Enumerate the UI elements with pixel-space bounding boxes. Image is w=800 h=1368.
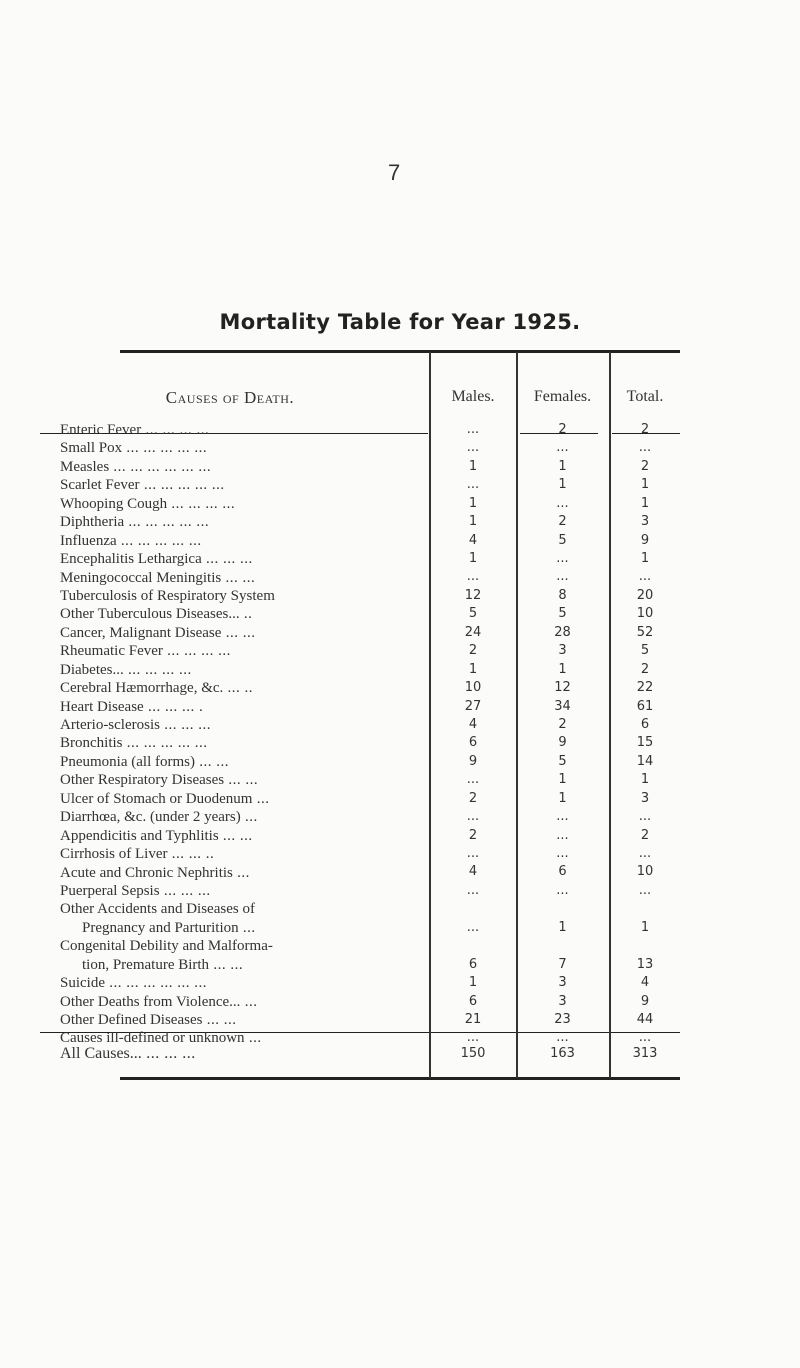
cause-label: Congenital Debility and Malforma- tion, Premature Birth ... ... <box>60 938 273 973</box>
cause-label: Other Accidents and Diseases of Pregnancy and Parturition ... <box>60 901 256 936</box>
cell-females: 1 <box>558 477 567 493</box>
cell-females: 1 <box>558 458 567 474</box>
cell-total: 2 <box>640 827 650 843</box>
cell-total: ... <box>638 882 652 898</box>
cell-females: 5 <box>558 532 567 548</box>
cell-males: ... <box>466 421 480 437</box>
table-row <box>0 790 800 808</box>
cell-males: 6 <box>468 956 478 972</box>
cell-females: ... <box>556 882 569 898</box>
cell-males: 2 <box>468 790 478 806</box>
cell-total: 2 <box>640 421 650 437</box>
cause-label: Encephalitis Lethargica ... ... ... <box>60 551 253 568</box>
cause-label: Appendicitis and Typhlitis ... ... <box>60 827 253 844</box>
cell-females: 34 <box>554 698 571 714</box>
table-row <box>0 827 800 845</box>
page-title: Mortality Table for Year 1925. <box>219 310 581 334</box>
cause-label: Rheumatic Fever ... ... ... ... <box>60 643 231 660</box>
cell-total: ... <box>638 569 652 585</box>
table-row <box>0 845 800 863</box>
cell-females: 2 <box>558 514 567 530</box>
cell-total: 10 <box>636 606 654 622</box>
cell-females: 7 <box>558 956 567 972</box>
cell-males: 21 <box>464 1012 482 1028</box>
table-row <box>0 864 800 882</box>
cause-label: Cirrhosis of Liver ... ... .. <box>60 846 215 863</box>
cell-males: 1 <box>468 495 478 511</box>
cell-females: 1 <box>558 790 567 806</box>
cell-females: 12 <box>554 680 571 696</box>
table-row <box>0 1011 800 1029</box>
table-row <box>0 458 800 476</box>
cell-females: 8 <box>558 587 567 603</box>
cell-females: 28 <box>554 624 571 640</box>
cell-total: 22 <box>636 680 654 696</box>
cell-total: 1 <box>640 551 650 567</box>
cell-females: ... <box>556 569 569 585</box>
cell-males: 9 <box>468 753 478 769</box>
cell-females: 3 <box>558 975 567 991</box>
cell-males: 27 <box>464 698 482 714</box>
cause-label: Whooping Cough ... ... ... ... <box>60 495 236 512</box>
cause-label: Small Pox ... ... ... ... ... <box>60 440 208 457</box>
cause-label: Other Defined Diseases ... ... <box>60 1012 237 1029</box>
cell-total: ... <box>638 809 652 825</box>
cell-females: 3 <box>558 993 567 1009</box>
cell-total: 20 <box>636 587 654 603</box>
table-row <box>0 974 800 992</box>
cell-total: 4 <box>640 975 650 991</box>
table-row <box>0 569 800 587</box>
cause-label: Cerebral Hæmorrhage, &c. ... .. <box>60 680 254 697</box>
cause-label: Influenza ... ... ... ... ... <box>60 532 202 549</box>
cause-label: Meningococcal Meningitis ... ... <box>60 569 256 586</box>
cell-males: 6 <box>468 993 478 1009</box>
table-row <box>0 734 800 752</box>
cell-males: 6 <box>468 735 478 751</box>
cell-total: ... <box>638 440 652 456</box>
cell-females: 3 <box>558 643 567 659</box>
cell-females: ... <box>556 846 569 862</box>
cell-males: 24 <box>464 624 482 640</box>
cell-females: ... <box>556 440 569 456</box>
cell-females: ... <box>556 1030 569 1046</box>
cell-females: 5 <box>558 753 567 769</box>
cell-males: 1 <box>468 514 478 530</box>
totals-females: 163 <box>550 1046 575 1061</box>
cell-total: 2 <box>640 661 650 677</box>
cause-label: Measles ... ... ... ... ... ... <box>60 458 212 475</box>
cell-females: ... <box>556 551 569 567</box>
cause-label: Tuberculosis of Respiratory System <box>60 587 275 604</box>
cell-females: 2 <box>558 716 567 732</box>
cell-total: 6 <box>640 716 650 732</box>
cell-males: 1 <box>468 975 478 991</box>
table-row <box>0 993 800 1011</box>
cell-females: ... <box>556 827 569 843</box>
cause-label: Diabetes... ... ... ... ... <box>60 661 192 678</box>
cause-label: Pneumonia (all forms) ... ... <box>60 753 229 770</box>
cell-males: ... <box>466 846 480 862</box>
cell-total: 61 <box>636 698 654 714</box>
cause-label: Diphtheria ... ... ... ... ... <box>60 514 210 531</box>
cell-females: 1 <box>558 661 567 677</box>
cause-label: Arterio-sclerosis ... ... ... <box>60 717 211 733</box>
cell-total: 3 <box>640 514 650 530</box>
cause-label: Puerperal Sepsis ... ... ... <box>60 882 211 899</box>
cell-females: 1 <box>558 919 567 935</box>
table-row <box>0 476 800 494</box>
table-row <box>0 716 800 734</box>
table-row <box>0 679 800 697</box>
cell-total: 3 <box>640 790 650 806</box>
cause-label: Heart Disease ... ... ... . <box>60 698 204 715</box>
cell-males: 5 <box>468 606 478 622</box>
cell-total: 9 <box>640 993 650 1009</box>
cell-total: 1 <box>640 919 650 935</box>
totals-row <box>0 1043 800 1065</box>
cell-females: 9 <box>558 735 567 751</box>
cause-label: Bronchitis ... ... ... ... ... <box>60 735 208 752</box>
cell-males: ... <box>466 569 480 585</box>
cell-males: 4 <box>468 864 478 880</box>
table-body <box>0 421 800 1048</box>
cell-total: 2 <box>640 458 650 474</box>
totals-label: All Causes... ... ... ... <box>60 1045 196 1062</box>
cell-males: ... <box>466 882 480 898</box>
cell-total: 1 <box>640 477 650 493</box>
cell-total: 44 <box>636 1012 654 1028</box>
cell-total: 1 <box>640 772 650 788</box>
cell-females: ... <box>556 809 569 825</box>
cell-males: 1 <box>468 551 478 567</box>
cell-males: 12 <box>464 587 482 603</box>
cause-label: Other Respiratory Diseases ... ... <box>60 772 259 789</box>
cause-label: Scarlet Fever ... ... ... ... ... <box>60 477 225 494</box>
cell-total: 15 <box>636 735 654 751</box>
cause-label: Diarrhœa, &c. (under 2 years) ... <box>60 809 258 826</box>
cell-total: 10 <box>636 864 654 880</box>
totals-males: 150 <box>460 1046 486 1061</box>
column-header-causes: Causes of Death. <box>165 388 295 407</box>
cell-males: ... <box>466 809 480 825</box>
column-header-females: Females. <box>533 388 592 405</box>
cell-males: 2 <box>468 827 478 843</box>
column-header-total: Total. <box>626 388 664 405</box>
cell-total: 52 <box>636 624 654 640</box>
table-row <box>0 495 800 513</box>
table-top-rule <box>120 350 680 353</box>
table-row <box>0 808 800 826</box>
table-row <box>0 698 800 716</box>
cell-females: 6 <box>558 864 567 880</box>
table-row <box>0 587 800 605</box>
cell-females: 5 <box>558 606 567 622</box>
table-row <box>0 771 800 789</box>
table-bottom-rule <box>120 1077 680 1080</box>
cause-label: Causes ill-defined or unknown ... <box>60 1030 262 1047</box>
cell-females: 23 <box>554 1012 571 1028</box>
table-row <box>0 642 800 660</box>
cell-males: 4 <box>468 716 478 732</box>
cell-males: 10 <box>464 680 482 696</box>
table-row <box>0 661 800 679</box>
table-row <box>0 882 800 900</box>
cell-females: 1 <box>558 772 567 788</box>
table-row <box>0 753 800 771</box>
cause-label: Cancer, Malignant Disease ... ... <box>60 624 256 641</box>
table-row <box>0 513 800 531</box>
cell-total: 1 <box>640 495 650 511</box>
cell-females: ... <box>556 495 569 511</box>
cell-males: 2 <box>468 643 478 659</box>
cell-total: 14 <box>636 753 654 769</box>
cell-males: ... <box>466 440 480 456</box>
cell-males: ... <box>466 1030 480 1046</box>
table-row <box>0 532 800 550</box>
cause-label: Ulcer of Stomach or Duodenum ... <box>60 790 270 807</box>
cell-males: ... <box>466 919 480 935</box>
cell-total: 9 <box>640 532 650 548</box>
cause-label: Other Tuberculous Diseases... .. <box>60 606 253 623</box>
cell-males: ... <box>466 772 480 788</box>
table-row <box>0 937 800 974</box>
cell-total: ... <box>638 846 652 862</box>
cell-total: ... <box>638 1030 652 1046</box>
cause-label: Acute and Chronic Nephritis ... <box>60 864 250 881</box>
cell-females: 2 <box>558 421 567 437</box>
cause-label: Other Deaths from Violence... ... <box>60 993 258 1010</box>
cell-total: 13 <box>636 956 654 972</box>
cause-label: Enteric Fever ... ... ... ... <box>60 422 210 438</box>
cell-males: ... <box>466 477 480 493</box>
table-row <box>0 550 800 568</box>
table-row <box>0 605 800 623</box>
column-header-males: Males. <box>451 388 495 405</box>
table-row <box>0 421 800 439</box>
page-number: 7 <box>388 160 401 185</box>
cell-males: 1 <box>468 458 478 474</box>
cause-label: Suicide ... ... ... ... ... ... <box>60 975 207 992</box>
totals-total: 313 <box>632 1046 658 1061</box>
table-row <box>0 439 800 457</box>
cell-total: 5 <box>640 643 650 659</box>
table-row <box>0 624 800 642</box>
cell-males: 4 <box>468 532 478 548</box>
table-row <box>0 900 800 937</box>
cell-males: 1 <box>468 661 478 677</box>
